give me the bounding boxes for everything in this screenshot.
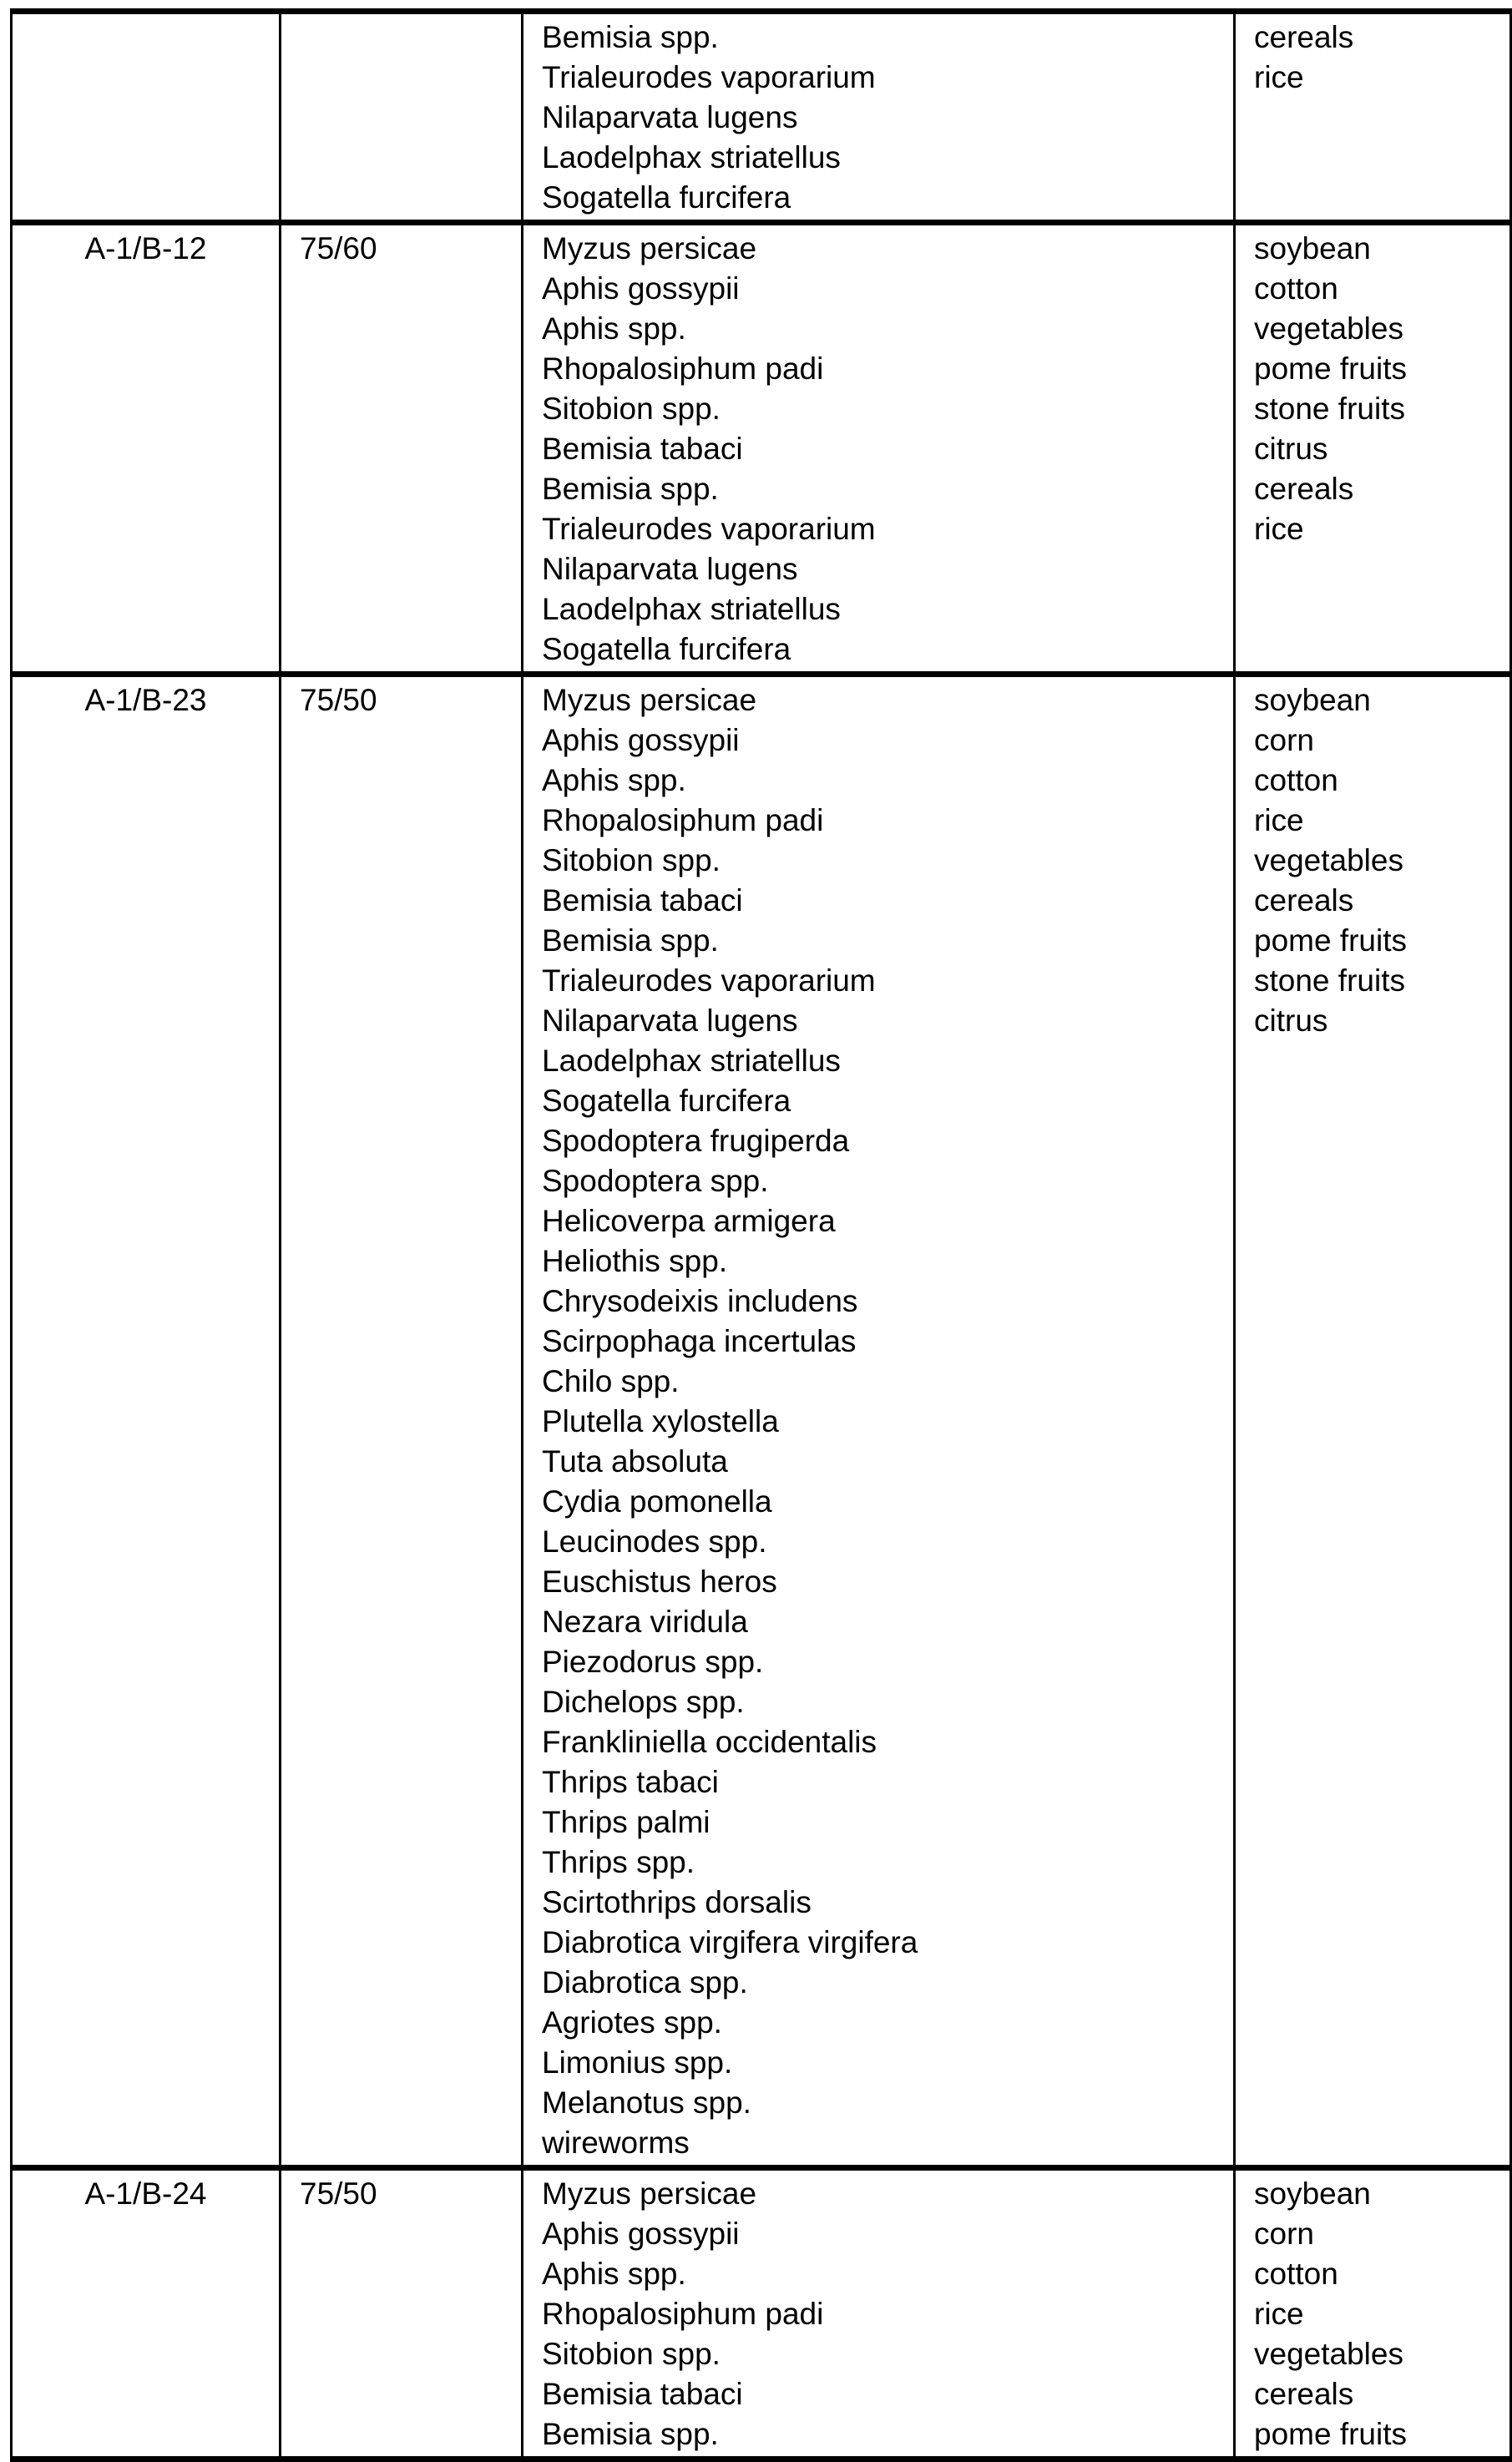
pest-name: Heliothis spp. [542, 1244, 728, 1278]
pests-cell [523, 14, 1236, 220]
pest-name: Diabrotica spp. [542, 1965, 748, 1999]
pest-name: Sogatella furcifera [542, 180, 791, 215]
crop-name: rice [1254, 2297, 1304, 2331]
pest-name: Bemisia spp. [542, 20, 719, 54]
table-row [13, 2171, 1509, 2462]
pest-name: Sitobion spp. [542, 843, 721, 877]
ratio-cell: 75/60 [281, 225, 523, 671]
pest-name: Bemisia tabaci [542, 2377, 743, 2411]
pest-name: Bemisia spp. [542, 2417, 719, 2451]
crop-name: cereals [1254, 883, 1354, 918]
mixture-cell: A-1/B-12 [13, 225, 281, 671]
pest-name: Rhopalosiphum padi [542, 803, 824, 837]
crop-name: citrus [1254, 1004, 1328, 1038]
pest-name: Aphis gossypii [542, 723, 740, 757]
crop-name: corn [1254, 723, 1314, 757]
table-row [13, 677, 1509, 2171]
mixture-cell: A-1/B-23 [13, 677, 281, 2165]
crop-name: vegetables [1254, 843, 1403, 877]
pest-name: Nilaparvata lugens [542, 1004, 798, 1038]
pest-name: Frankliniella occidentalis [542, 1725, 877, 1759]
pest-name: Aphis spp. [542, 763, 686, 797]
crops-cell [1236, 677, 1509, 2165]
pest-name: Thrips palmi [542, 1805, 710, 1839]
pest-name: Melanotus spp. [542, 2085, 751, 2120]
pest-name: Nilaparvata lugens [542, 552, 798, 586]
crop-name: soybean [1254, 683, 1371, 717]
pest-name: Trialeurodes vaporarium [542, 512, 876, 546]
pests-cell [523, 677, 1236, 2165]
pest-name: Dichelops spp. [542, 1685, 745, 1719]
pest-name: Rhopalosiphum padi [542, 2297, 824, 2331]
crop-name: vegetables [1254, 2337, 1403, 2371]
crop-name: pome fruits [1254, 923, 1408, 958]
pest-name: Sitobion spp. [542, 392, 721, 426]
pest-name: Aphis spp. [542, 311, 686, 346]
table-row [13, 14, 1509, 225]
pests-cell [523, 225, 1236, 671]
pest-name: Myzus persicae [542, 683, 757, 717]
pest-name: Euschistus heros [542, 1565, 777, 1599]
crop-name: soybean [1254, 2176, 1371, 2211]
crop-name: vegetables [1254, 311, 1403, 346]
pest-name: Cydia pomonella [542, 1484, 772, 1519]
pest-name: Scirpophaga incertulas [542, 1324, 857, 1358]
pest-name: Nezara viridula [542, 1605, 748, 1639]
crop-name: cereals [1254, 20, 1354, 54]
pest-name: Laodelphax striatellus [542, 1044, 841, 1078]
crop-name: cotton [1254, 2257, 1338, 2291]
pest-name: Thrips tabaci [542, 1765, 719, 1799]
pest-name: Piezodorus spp. [542, 1645, 764, 1679]
pest-name: Tuta absoluta [542, 1444, 728, 1479]
pest-name: Agriotes spp. [542, 2005, 722, 2040]
pest-name: Leucinodes spp. [542, 1524, 767, 1559]
crop-name: cereals [1254, 472, 1354, 506]
pest-name: Bemisia tabaci [542, 432, 743, 466]
pest-name: Helicoverpa armigera [542, 1204, 836, 1238]
pest-name: Thrips spp. [542, 1845, 695, 1879]
pest-name: Sogatella furcifera [542, 1084, 791, 1118]
crop-name: rice [1254, 60, 1304, 94]
crop-name: pome fruits [1254, 2417, 1408, 2451]
ratio-cell: 75/50 [281, 677, 523, 2165]
pest-name: Plutella xylostella [542, 1404, 779, 1438]
pest-name: Bemisia spp. [542, 923, 719, 958]
pest-name: Diabrotica virgifera virgifera [542, 1925, 918, 1959]
crop-name: corn [1254, 2217, 1314, 2251]
crop-name: cotton [1254, 763, 1338, 797]
ratio-cell: 75/50 [281, 2171, 523, 2456]
crops-cell [1236, 225, 1509, 671]
mixture-table [10, 8, 1512, 2462]
pest-name: Myzus persicae [542, 2176, 757, 2211]
crop-name: rice [1254, 803, 1304, 837]
ratio-cell [281, 14, 523, 220]
pest-name: Aphis spp. [542, 2257, 686, 2291]
crops-cell [1236, 2171, 1509, 2456]
pest-name: Sogatella furcifera [542, 632, 791, 666]
mixture-cell: A-1/B-24 [13, 2171, 281, 2456]
pest-name: Laodelphax striatellus [542, 592, 841, 626]
pest-name: Limonius spp. [542, 2045, 733, 2080]
pest-name: Trialeurodes vaporarium [542, 963, 876, 998]
pest-name: Chrysodeixis includens [542, 1284, 858, 1318]
pest-name: Bemisia spp. [542, 472, 719, 506]
pest-name: Myzus persicae [542, 231, 757, 265]
crop-name: rice [1254, 512, 1304, 546]
pest-name: Aphis gossypii [542, 271, 740, 306]
pest-name: Aphis gossypii [542, 2217, 740, 2251]
crop-name: stone fruits [1254, 963, 1405, 998]
crop-name: citrus [1254, 432, 1328, 466]
pest-name: Spodoptera frugiperda [542, 1124, 850, 1158]
pest-name: Spodoptera spp. [542, 1164, 769, 1198]
pest-name: Bemisia tabaci [542, 883, 743, 918]
crops-cell [1236, 14, 1509, 220]
pest-name: Laodelphax striatellus [542, 140, 841, 174]
pest-name: Chilo spp. [542, 1364, 680, 1398]
crop-name: soybean [1254, 231, 1371, 265]
crop-name: stone fruits [1254, 392, 1405, 426]
pests-cell [523, 2171, 1236, 2456]
crop-name: pome fruits [1254, 351, 1408, 386]
pest-name: Trialeurodes vaporarium [542, 60, 876, 94]
crop-name: cereals [1254, 2377, 1354, 2411]
table-row [13, 225, 1509, 677]
pest-name: Nilaparvata lugens [542, 100, 798, 134]
crop-name: cotton [1254, 271, 1338, 306]
pest-name: wireworms [542, 2126, 690, 2160]
pest-name: Rhopalosiphum padi [542, 351, 824, 386]
pest-name: Sitobion spp. [542, 2337, 721, 2371]
mixture-cell [13, 14, 281, 220]
pest-name: Scirtothrips dorsalis [542, 1885, 812, 1919]
